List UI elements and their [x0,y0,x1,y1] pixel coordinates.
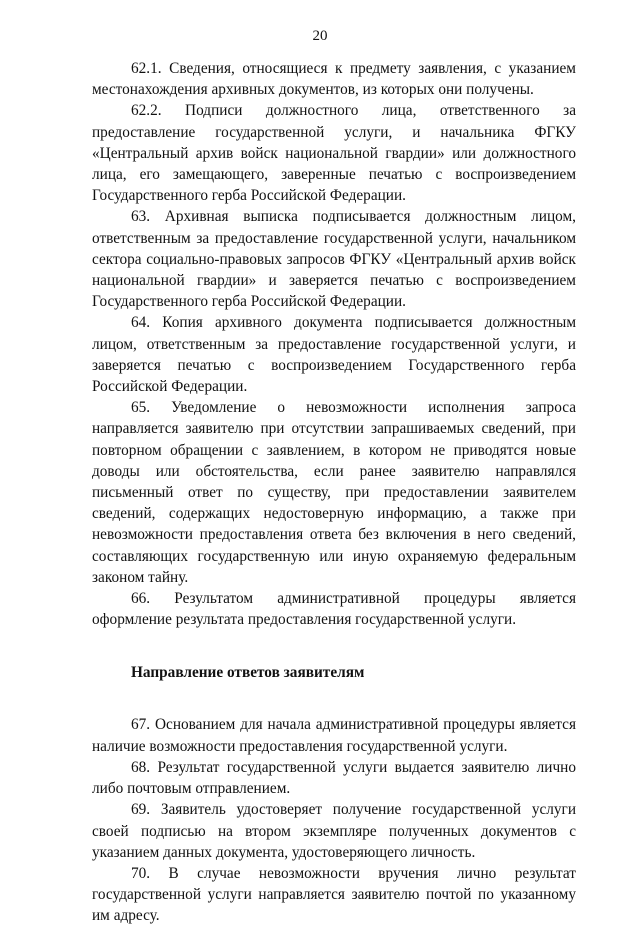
paragraph-64: 64. Копия архивного документа подписывается должностным лицом, ответственным за предоставление государственной услуги, и заверяется печатью с воспроизведением Государственного герба Российской Федерации. [92,314,576,396]
paragraph-63: 63. Архивная выписка подписывается должностным лицом, ответственным за предоставление государственной услуги, начальником сектора социально-правовых запросов ФГКУ «Центральный архив войск национальной гвардии» и заверяется печатью с воспроизведением Государственного герба Российской Федерации. [92,208,576,311]
paragraph-62-1: 62.1. Сведения, относящиеся к предмету заявления, с указанием местонахождения архивных документов, из которых они получены. [92,60,576,99]
paragraph-62-2: 62.2. Подписи должностного лица, ответственного за предоставление государственной услуги, и начальника ФГКУ «Центральный архив войск национальной гвардии» или должностного лица, его замещающего, заверенные печатью с воспроизведением Государственного герба Российской Федерации. [92,102,576,205]
paragraph-66: 66. Результатом административной процедуры является оформление результата предоставления государственной услуги. [92,590,576,629]
paragraph-65: 65. Уведомление о невозможности исполнения запроса направляется заявителю при отсутствии запрашиваемых сведений, при повторном обращении с заявлением, в котором не приводятся новые доводы или обстоятельства, если ранее заявителю направлялся письменный ответ по существу, при предоставлении заявителем сведений, содержащих недостоверную информацию, а также при невозможности предоставления ответа без включения в него сведений, составляющих государственную или иную охраняемую федеральным законом тайну. [92,399,576,586]
paragraph-70: 70. В случае невозможности вручения лично результат государственной услуги направляется заявителю почтой по указанному им адресу. [92,864,576,925]
section-heading: Направление ответов заявителям [131,664,365,682]
paragraph-69: 69. Заявитель удостоверяет получение государственной услуги своей подписью на втором экземпляре полученных документов с указанием данных документа, удостоверяющего личность. [92,801,576,861]
paragraph-67: 67. Основанием для начала административной процедуры является наличие возможности предоставления государственной услуги. [92,716,576,755]
document-body [92,58,576,927]
paragraph-68: 68. Результат государственной услуги выдается заявителю лично либо почтовым отправлением. [92,758,576,798]
page-number: 20 [312,28,328,44]
